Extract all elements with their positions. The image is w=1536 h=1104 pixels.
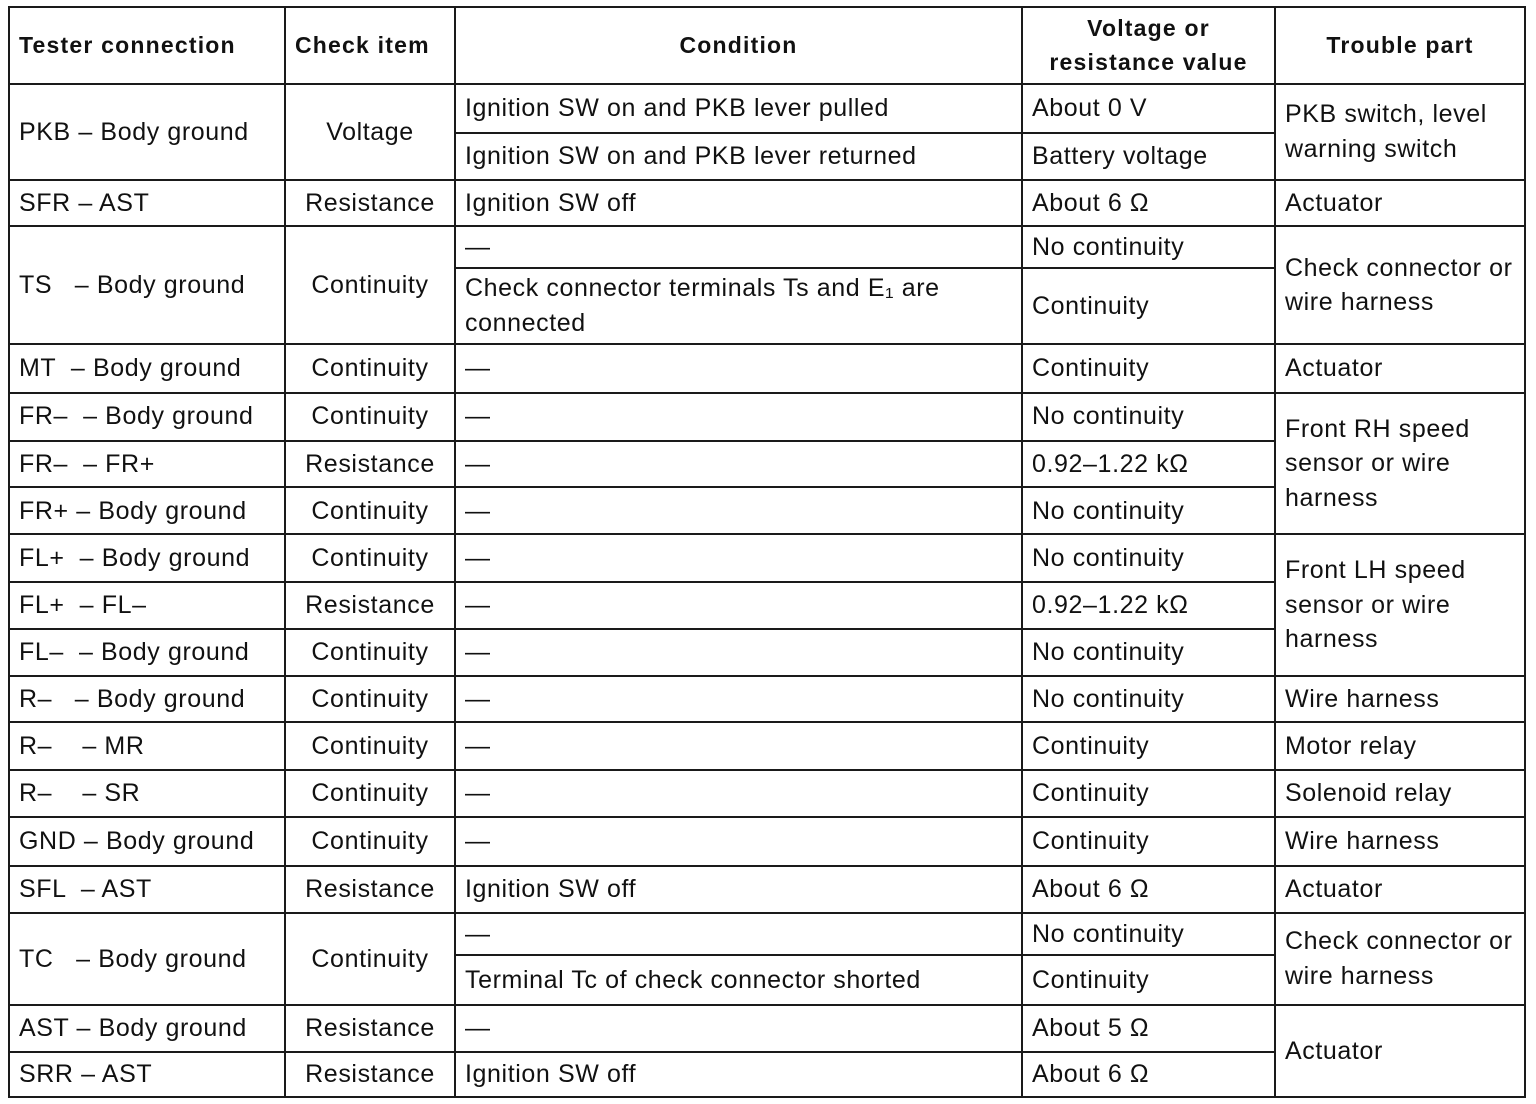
condition-cell: —: [455, 393, 1022, 441]
value-cell: About 0 V: [1022, 84, 1275, 133]
check-item-cell: Resistance: [285, 582, 455, 629]
check-item-cell: Voltage: [285, 84, 455, 180]
condition-cell: —: [455, 770, 1022, 817]
trouble-part-cell: Actuator: [1275, 1005, 1525, 1097]
value-cell: No continuity: [1022, 676, 1275, 723]
value-cell: 0.92–1.22 kΩ: [1022, 441, 1275, 488]
check-item-cell: Continuity: [285, 722, 455, 770]
trouble-part-cell: Front LH speed sensor or wire harness: [1275, 534, 1525, 675]
header-tester-connection: Tester connection: [9, 7, 285, 84]
check-item-cell: Resistance: [285, 180, 455, 227]
table-row: [9, 913, 1525, 956]
tester-connection-cell: FL+ – Body ground: [9, 534, 285, 582]
trouble-part-cell: Actuator: [1275, 180, 1525, 227]
tester-connection-cell: FR– – Body ground: [9, 393, 285, 441]
check-item-cell: Continuity: [285, 534, 455, 582]
header-row: [9, 7, 1525, 84]
value-cell: Continuity: [1022, 268, 1275, 344]
header-value-line1: Voltage or: [1087, 15, 1210, 42]
check-item-cell: Continuity: [285, 913, 455, 1006]
value-cell: No continuity: [1022, 629, 1275, 676]
header-value: [1022, 7, 1275, 84]
trouble-part-cell: Motor relay: [1275, 722, 1525, 770]
tester-connection-cell: SRR – AST: [9, 1052, 285, 1097]
value-cell: No continuity: [1022, 487, 1275, 534]
table-row: [9, 1005, 1525, 1052]
tester-connection-cell: GND – Body ground: [9, 817, 285, 866]
check-item-cell: Continuity: [285, 770, 455, 817]
table-body: [9, 84, 1525, 1097]
trouble-part-cell: Front RH speed sensor or wire harness: [1275, 393, 1525, 534]
tester-connection-cell: FR+ – Body ground: [9, 487, 285, 534]
header-check-item: Check item: [285, 7, 455, 84]
condition-cell: —: [455, 817, 1022, 866]
condition-cell: —: [455, 441, 1022, 488]
check-item-cell: Continuity: [285, 226, 455, 344]
trouble-part-cell: Check connector or wire harness: [1275, 913, 1525, 1006]
value-cell: No continuity: [1022, 393, 1275, 441]
table-row: [9, 84, 1525, 133]
condition-cell: —: [455, 913, 1022, 956]
condition-cell: —: [455, 582, 1022, 629]
value-cell: About 6 Ω: [1022, 180, 1275, 227]
condition-cell: —: [455, 1005, 1022, 1052]
tester-connection-cell: TS – Body ground: [9, 226, 285, 344]
value-cell: Continuity: [1022, 770, 1275, 817]
condition-cell: —: [455, 344, 1022, 393]
table-row: [9, 722, 1525, 770]
header-value-line2: resistance value: [1049, 48, 1248, 75]
value-cell: Battery voltage: [1022, 133, 1275, 180]
condition-cell: Ignition SW on and PKB lever returned: [455, 133, 1022, 180]
check-item-cell: Resistance: [285, 1052, 455, 1097]
tester-connection-cell: SFL – AST: [9, 866, 285, 913]
table-row: [9, 770, 1525, 817]
condition-cell: —: [455, 676, 1022, 723]
check-item-cell: Resistance: [285, 1005, 455, 1052]
trouble-part-cell: Actuator: [1275, 344, 1525, 393]
trouble-part-cell: Check connector or wire harness: [1275, 226, 1525, 344]
trouble-part-cell: Wire harness: [1275, 676, 1525, 723]
table-row: [9, 344, 1525, 393]
table-row: [9, 817, 1525, 866]
condition-cell: Ignition SW on and PKB lever pulled: [455, 84, 1022, 133]
trouble-part-cell: Actuator: [1275, 866, 1525, 913]
table-row: [9, 393, 1525, 441]
value-cell: No continuity: [1022, 913, 1275, 956]
check-item-cell: Continuity: [285, 817, 455, 866]
value-cell: No continuity: [1022, 534, 1275, 582]
tester-connection-cell: R– – Body ground: [9, 676, 285, 723]
value-cell: Continuity: [1022, 817, 1275, 866]
check-item-cell: Continuity: [285, 393, 455, 441]
value-cell: About 6 Ω: [1022, 1052, 1275, 1097]
tester-connection-cell: PKB – Body ground: [9, 84, 285, 180]
condition-cell: Check connector terminals Ts and E₁ are connected: [455, 268, 1022, 344]
value-cell: No continuity: [1022, 226, 1275, 267]
value-cell: About 5 Ω: [1022, 1005, 1275, 1052]
value-cell: Continuity: [1022, 955, 1275, 1005]
condition-cell: Ignition SW off: [455, 1052, 1022, 1097]
check-item-cell: Continuity: [285, 676, 455, 723]
table-row: [9, 534, 1525, 582]
tester-connection-cell: R– – SR: [9, 770, 285, 817]
table-row: [9, 226, 1525, 267]
table-row: [9, 676, 1525, 723]
value-cell: About 6 Ω: [1022, 866, 1275, 913]
condition-cell: —: [455, 487, 1022, 534]
trouble-part-cell: Solenoid relay: [1275, 770, 1525, 817]
tester-connection-cell: FR– – FR+: [9, 441, 285, 488]
tester-connection-cell: R– – MR: [9, 722, 285, 770]
check-item-cell: Continuity: [285, 344, 455, 393]
tester-connection-cell: TC – Body ground: [9, 913, 285, 1006]
inspection-table: [8, 6, 1526, 1098]
tester-connection-cell: MT – Body ground: [9, 344, 285, 393]
header-trouble-part: Trouble part: [1275, 7, 1525, 84]
tester-connection-cell: FL– – Body ground: [9, 629, 285, 676]
value-cell: Continuity: [1022, 722, 1275, 770]
table-row: [9, 866, 1525, 913]
value-cell: Continuity: [1022, 344, 1275, 393]
condition-cell: —: [455, 534, 1022, 582]
tester-connection-cell: AST – Body ground: [9, 1005, 285, 1052]
trouble-part-cell: Wire harness: [1275, 817, 1525, 866]
tester-connection-cell: FL+ – FL–: [9, 582, 285, 629]
condition-cell: Ignition SW off: [455, 180, 1022, 227]
header-condition: Condition: [455, 7, 1022, 84]
trouble-part-cell: PKB switch, level warning switch: [1275, 84, 1525, 180]
condition-cell: —: [455, 629, 1022, 676]
table-row: [9, 180, 1525, 227]
check-item-cell: Continuity: [285, 629, 455, 676]
value-cell: 0.92–1.22 kΩ: [1022, 582, 1275, 629]
check-item-cell: Resistance: [285, 441, 455, 488]
check-item-cell: Continuity: [285, 487, 455, 534]
condition-cell: —: [455, 722, 1022, 770]
condition-cell: —: [455, 226, 1022, 267]
tester-connection-cell: SFR – AST: [9, 180, 285, 227]
condition-cell: Terminal Tc of check connector shorted: [455, 955, 1022, 1005]
check-item-cell: Resistance: [285, 866, 455, 913]
condition-cell: Ignition SW off: [455, 866, 1022, 913]
